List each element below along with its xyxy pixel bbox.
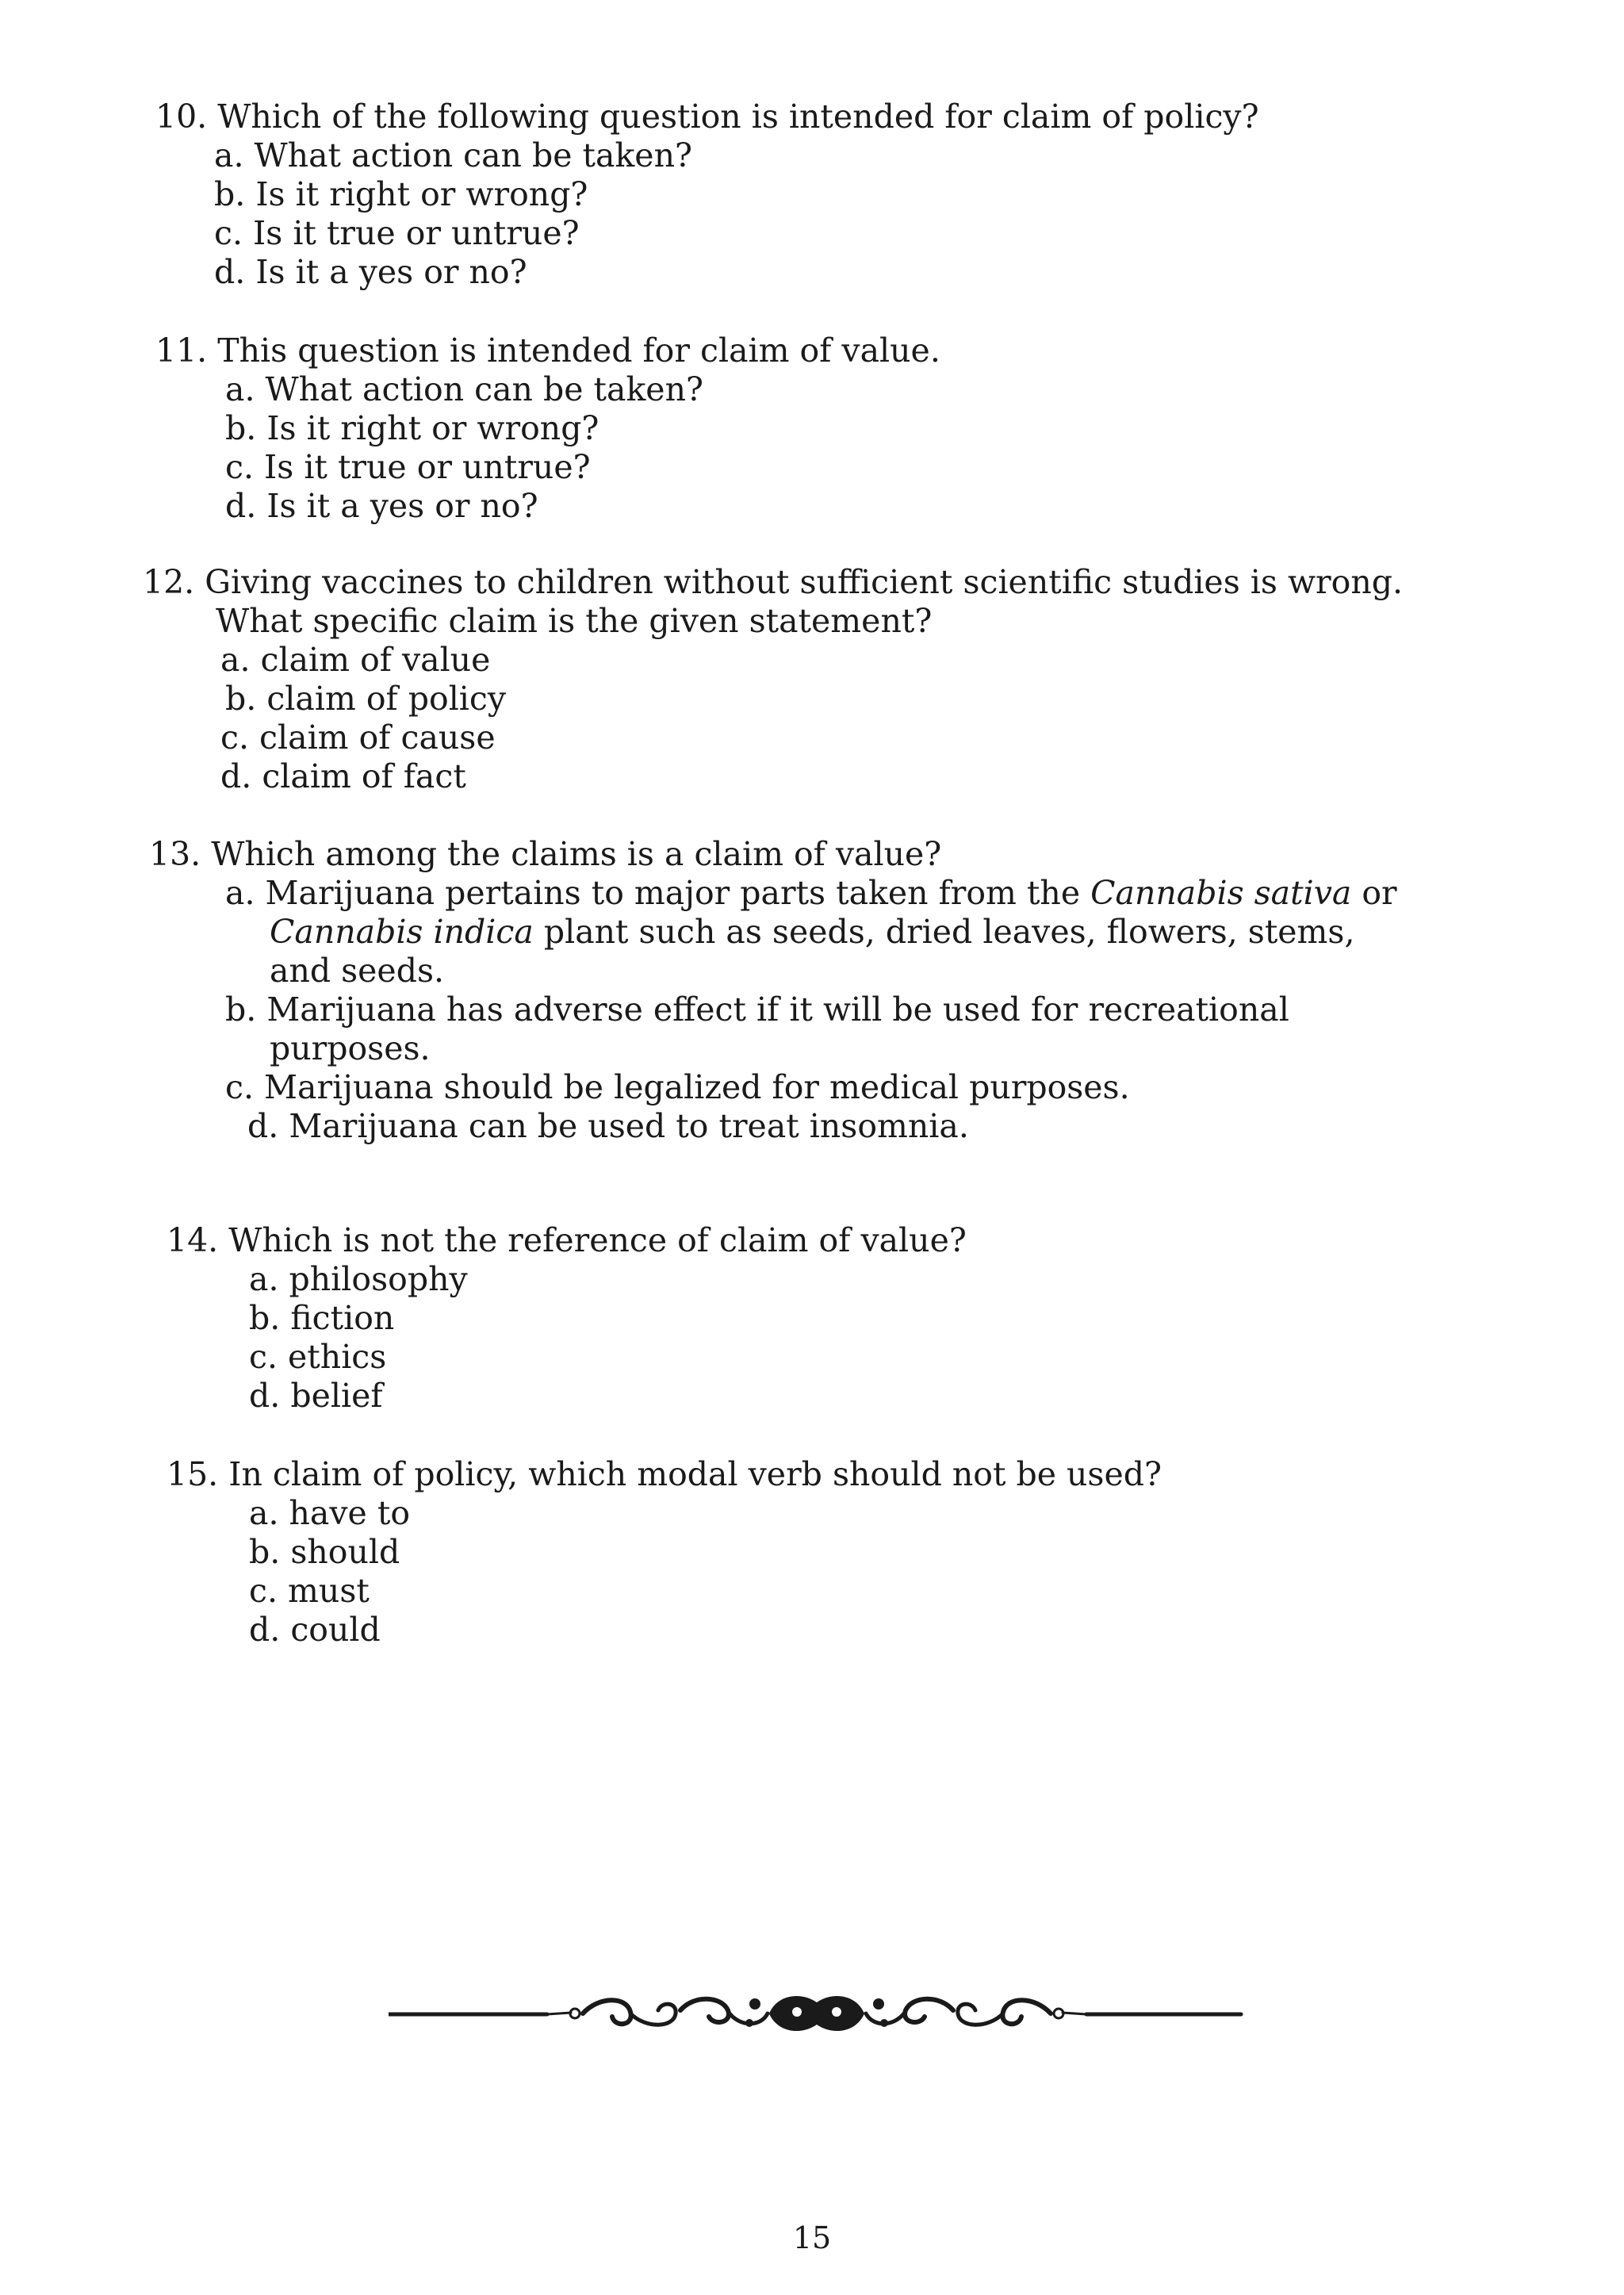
page-number: 15 [792,2220,832,2255]
question-14-option-b: b. fiction [249,1299,395,1337]
question-10-option-d: d. Is it a yes or no? [214,253,527,291]
question-15-stem: 15. In claim of policy, which modal verb should not be used? [167,1455,1162,1493]
question-11-option-a: a. What action can be taken? [225,370,703,408]
question-10-option-c: c. Is it true or untrue? [214,214,580,252]
question-15-option-a: a. have to [249,1494,410,1532]
question-11-option-b: b. Is it right or wrong? [225,409,599,447]
question-13-stem: 13. Which among the claims is a claim of value? [149,835,942,873]
question-11-option-d: d. Is it a yes or no? [225,487,538,525]
question-13-option-a-line2: Cannabis indica plant such as seeds, dried leaves, flowers, stems, [270,913,1355,951]
question-13-option-b-line2: purposes. [270,1029,431,1067]
flourish-divider-icon [389,1987,1245,2042]
question-14-option-d: d. belief [249,1377,383,1415]
question-13-option-d: d. Marijuana can be used to treat insomnia. [247,1107,969,1145]
question-11-stem: 11. This question is intended for claim of value. [155,331,940,370]
question-14-option-c: c. ethics [249,1338,387,1376]
question-12-option-b: b. claim of policy [225,680,507,718]
question-11 [155,331,940,526]
question-13-option-a: a. Marijuana pertains to major parts taken from the Cannabis sativa or [225,874,1397,912]
question-14-option-a: a. philosophy [249,1260,468,1298]
question-13-option-a-line3: and seeds. [270,952,445,990]
question-13-option-c: c. Marijuana should be legalized for medical purposes. [225,1068,1130,1106]
question-13 [149,835,1397,1146]
question-12-option-c: c. claim of cause [220,718,496,757]
question-12 [143,563,1403,796]
question-12-stem: 12. Giving vaccines to children without sufficient scientific studies is wrong. [143,563,1404,601]
question-15-option-b: b. should [249,1533,400,1571]
question-10-option-a: a. What action can be taken? [214,136,692,174]
question-10-stem: 10. Which of the following question is intended for claim of policy? [155,98,1259,136]
question-15 [167,1455,1162,1649]
question-11-option-c: c. Is it true or untrue? [225,448,591,486]
question-10-option-b: b. Is it right or wrong? [214,175,588,213]
question-13-option-b: b. Marijuana has adverse effect if it will be used for recreational [225,990,1289,1029]
question-14-stem: 14. Which is not the reference of claim of value? [167,1221,967,1259]
question-10 [155,98,1259,292]
question-12-stem-line2: What specific claim is the given statement? [216,602,933,640]
question-14 [167,1221,967,1416]
question-15-option-d: d. could [249,1611,381,1649]
question-12-option-d: d. claim of fact [220,757,466,795]
question-12-option-a: a. claim of value [220,641,491,679]
question-15-option-c: c. must [249,1572,370,1610]
